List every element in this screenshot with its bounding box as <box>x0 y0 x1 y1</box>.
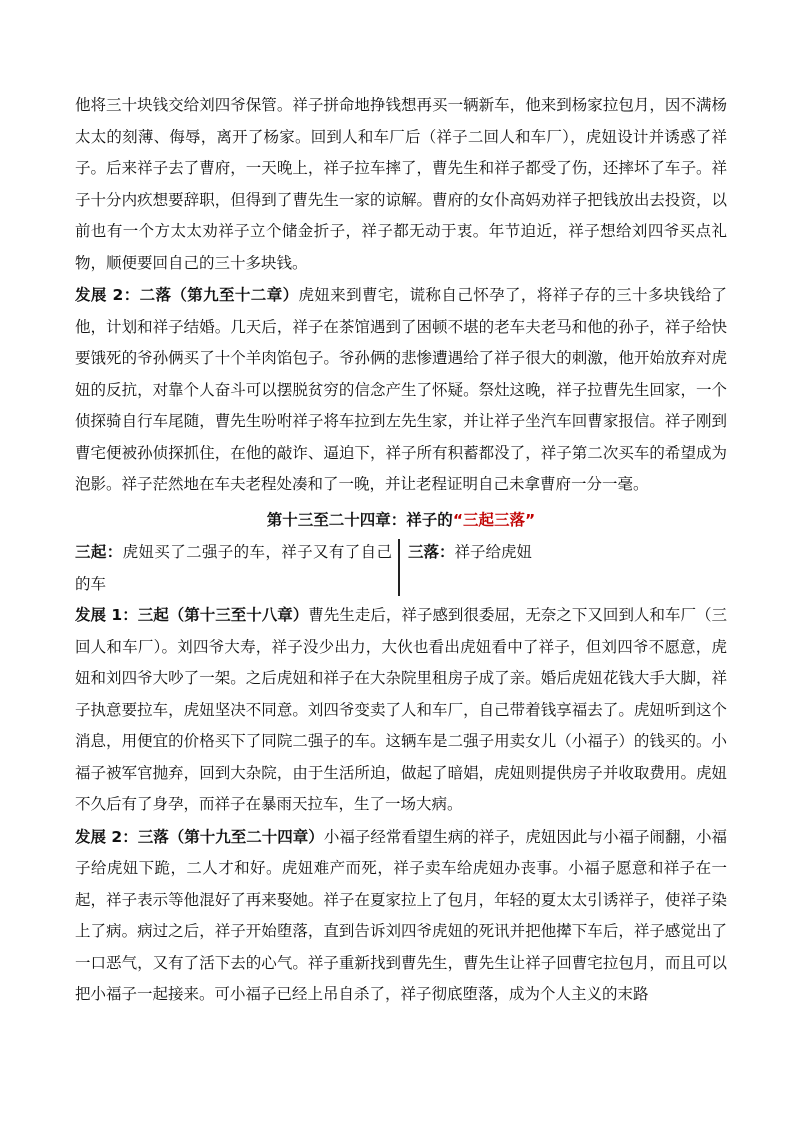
vertical-divider <box>398 539 400 596</box>
section-heading <box>75 505 727 537</box>
paragraph-development-2-third-fall <box>75 822 727 1011</box>
development-text: 虎妞来到曹宅，谎称自己怀孕了，将祥子存的三十多块钱给了他，计划和祥子结婚。几天后，祥子在茶馆遇到了困顿不堪的老车夫老马和他的孙子，祥子给快要饿死的爷孙俩买了十个羊肉馅包子。爷孙俩的悲惨遭遇给了祥子很大的刺激，他开始放弃对虎妞的反抗，对靠个人奋斗可以摆脱贫穷的信念产生了怀疑。祭灶这晚，祥子拉曹先生回家，一个侦探骑自行车尾随，曹先生吩咐祥子将车拉到左先生家，并让祥子坐汽车回曹家报信。祥子刚到曹宅便被孙侦探抓住，在他的敲诈、逼迫下，祥子所有积蓄都没了，祥子第二次买车的希望成为泡影。祥子茫然地在车夫老程处凑和了一晚，并让老程证明自己未拿曹府一分一毫。 <box>75 286 727 493</box>
section-heading-prefix: 第十三至二十四章：祥子的 <box>266 510 453 529</box>
development-label: 发展 2：二落（第九至十二章） <box>75 286 299 304</box>
rise-fall-summary <box>75 537 727 600</box>
section-heading-quoted: “三起三落” <box>452 510 536 529</box>
rise-text: 虎妞买了二强子的车，祥子又有了自己的车 <box>75 543 392 593</box>
development-text: 小福子经常看望生病的祥子，虎妞因此与小福子闹翻，小福子给虎妞下跪，二人才和好。虎妞难产而死，祥子卖车给虎妞办丧事。小福子愿意和祥子在一起，祥子表示等他混好了再来娶她。祥子在夏家拉上了包月，年轻的夏太太引诱祥子，使祥子染上了病。病过之后，祥子开始堕落，直到告诉刘四爷虎妞的死讯并把他撵下车后，祥子感觉出了一口恶气，又有了活下去的心气。祥子重新找到曹先生，曹先生让祥子回曹宅拉包月，而且可以把小福子一起接来。可小福子已经上吊自杀了，祥子彻底堕落，成为个人主义的末路 <box>75 827 727 1003</box>
development-label: 发展 1：三起（第十三至十八章） <box>75 606 309 624</box>
fall-text: 祥子给虎妞 <box>454 543 533 561</box>
rise-label: 三起： <box>75 543 123 561</box>
development-label: 发展 2：三落（第十九至二十四章） <box>75 827 324 846</box>
paragraph-development-1-third-rise <box>75 600 727 821</box>
paragraph-development-2-second-fall <box>75 280 727 501</box>
fall-label: 三落： <box>408 543 455 561</box>
document-body <box>75 90 727 1011</box>
rise-cell <box>75 537 398 600</box>
fall-cell <box>408 537 727 600</box>
development-text: 曹先生走后，祥子感到很委屈，无奈之下又回到人和车厂（三回人和车厂）。刘四爷大寿，祥子没少出力，大伙也看出虎妞看中了祥子，但刘四爷不愿意，虎妞和刘四爷大吵了一架。之后虎妞和祥子在大杂院里租房子成了亲。婚后虎妞花钱大手大脚，祥子执意要拉车，虎妞坚决不同意。刘四爷变卖了人和车厂，自己带着钱享福去了。虎妞听到这个消息，用便宜的价格买下了同院二强子的车。这辆车是二强子用卖女儿（小福子）的钱买的。小福子被军官抛弃，回到大杂院，由于生活所迫，做起了暗娼，虎妞则提供房子并收取费用。虎妞不久后有了身孕，而祥子在暴雨天拉车，生了一场大病。 <box>75 606 727 813</box>
paragraph-intro: 他将三十块钱交给刘四爷保管。祥子拼命地挣钱想再买一辆新车，他来到杨家拉包月，因不满杨太太的刻薄、侮辱，离开了杨家。回到人和车厂后（祥子二回人和车厂），虎妞设计并诱惑了祥子。后来祥子去了曹府，一天晚上，祥子拉车摔了，曹先生和祥子都受了伤，还摔坏了车子。祥子十分内疚想要辞职，但得到了曹先生一家的谅解。曹府的女仆高妈劝祥子把钱放出去投资，以前也有一个方太太劝祥子立个储金折子，祥子都无动于衷。年节迫近，祥子想给刘四爷买点礼物，顺便要回自己的三十多块钱。 <box>75 96 727 272</box>
